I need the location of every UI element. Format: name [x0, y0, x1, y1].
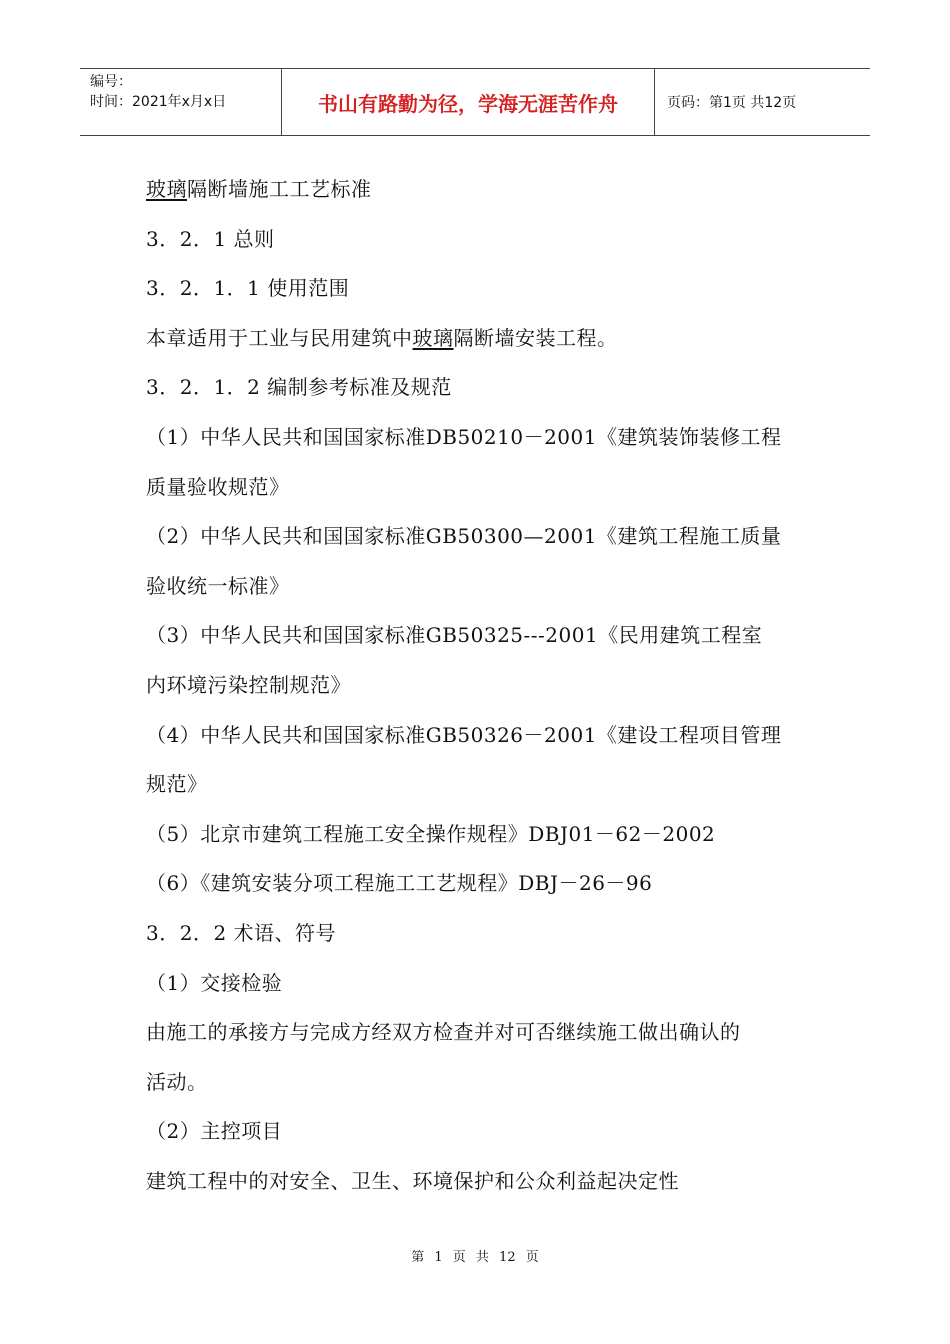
header-motto: 书山有路勤为径，学海无涯苦作舟: [318, 91, 618, 116]
term-definition-continued: 活动。: [146, 1069, 208, 1094]
subsection-heading: 3．2．1．1 使用范围: [146, 276, 350, 301]
header-number-label: 编号：: [90, 74, 132, 90]
title-underlined-text: 玻璃: [146, 177, 187, 201]
header-time-label: 时间：2021年x月x日: [90, 94, 227, 110]
section-heading: 3．2．1 总则: [146, 226, 275, 251]
header-motto-cell: [282, 69, 655, 135]
title-text: 隔断墙施工工艺标准: [187, 177, 372, 201]
term-definition: 建筑工程中的对安全、卫生、环境保护和公众利益起决定性: [146, 1168, 679, 1193]
header-page-cell: [655, 69, 870, 135]
document-header: [80, 68, 870, 136]
subsection-heading: 3．2．1．2 编制参考标准及规范: [146, 375, 452, 400]
reference-item-continued: 质量验收规范》: [146, 474, 290, 499]
term-heading: （1）交接检验: [146, 970, 283, 995]
term-heading: （2）主控项目: [146, 1119, 283, 1144]
reference-item: （6）《建筑安装分项工程施工工艺规程》DBJ－26－96: [146, 871, 653, 896]
reference-item-continued: 验收统一标准》: [146, 573, 290, 598]
reference-item: （2）中华人民共和国国家标准GB50300—2001《建筑工程施工质量: [146, 524, 782, 549]
reference-item-continued: 内环境污染控制规范》: [146, 672, 351, 697]
header-meta-cell: [80, 69, 282, 135]
document-title: [146, 165, 816, 215]
scope-paragraph: [146, 314, 816, 364]
page-footer: 第 1 页 共 12 页: [411, 1250, 539, 1265]
reference-item: （1）中华人民共和国国家标准DB50210－2001《建筑装饰装修工程: [146, 424, 782, 449]
scope-text-post: 隔断墙安装工程。: [453, 325, 618, 350]
scope-text-pre: 本章适用于工业与民用建筑中: [146, 325, 413, 350]
scope-underlined-text: 玻璃: [412, 325, 454, 350]
reference-item: （4）中华人民共和国国家标准GB50326－2001《建设工程项目管理: [146, 722, 782, 747]
header-page-info: 页码：第1页 共12页: [667, 95, 797, 111]
reference-item-continued: 规范》: [146, 772, 208, 797]
section-heading: 3．2．2 术语、符号: [146, 920, 337, 945]
term-definition: 由施工的承接方与完成方经双方检查并对可否继续施工做出确认的: [146, 1020, 741, 1045]
document-body: [146, 165, 816, 1206]
reference-item: （5）北京市建筑工程施工安全操作规程》DBJ01－62－2002: [146, 821, 716, 846]
reference-item: （3）中华人民共和国国家标准GB50325---2001《民用建筑工程室: [146, 623, 763, 648]
